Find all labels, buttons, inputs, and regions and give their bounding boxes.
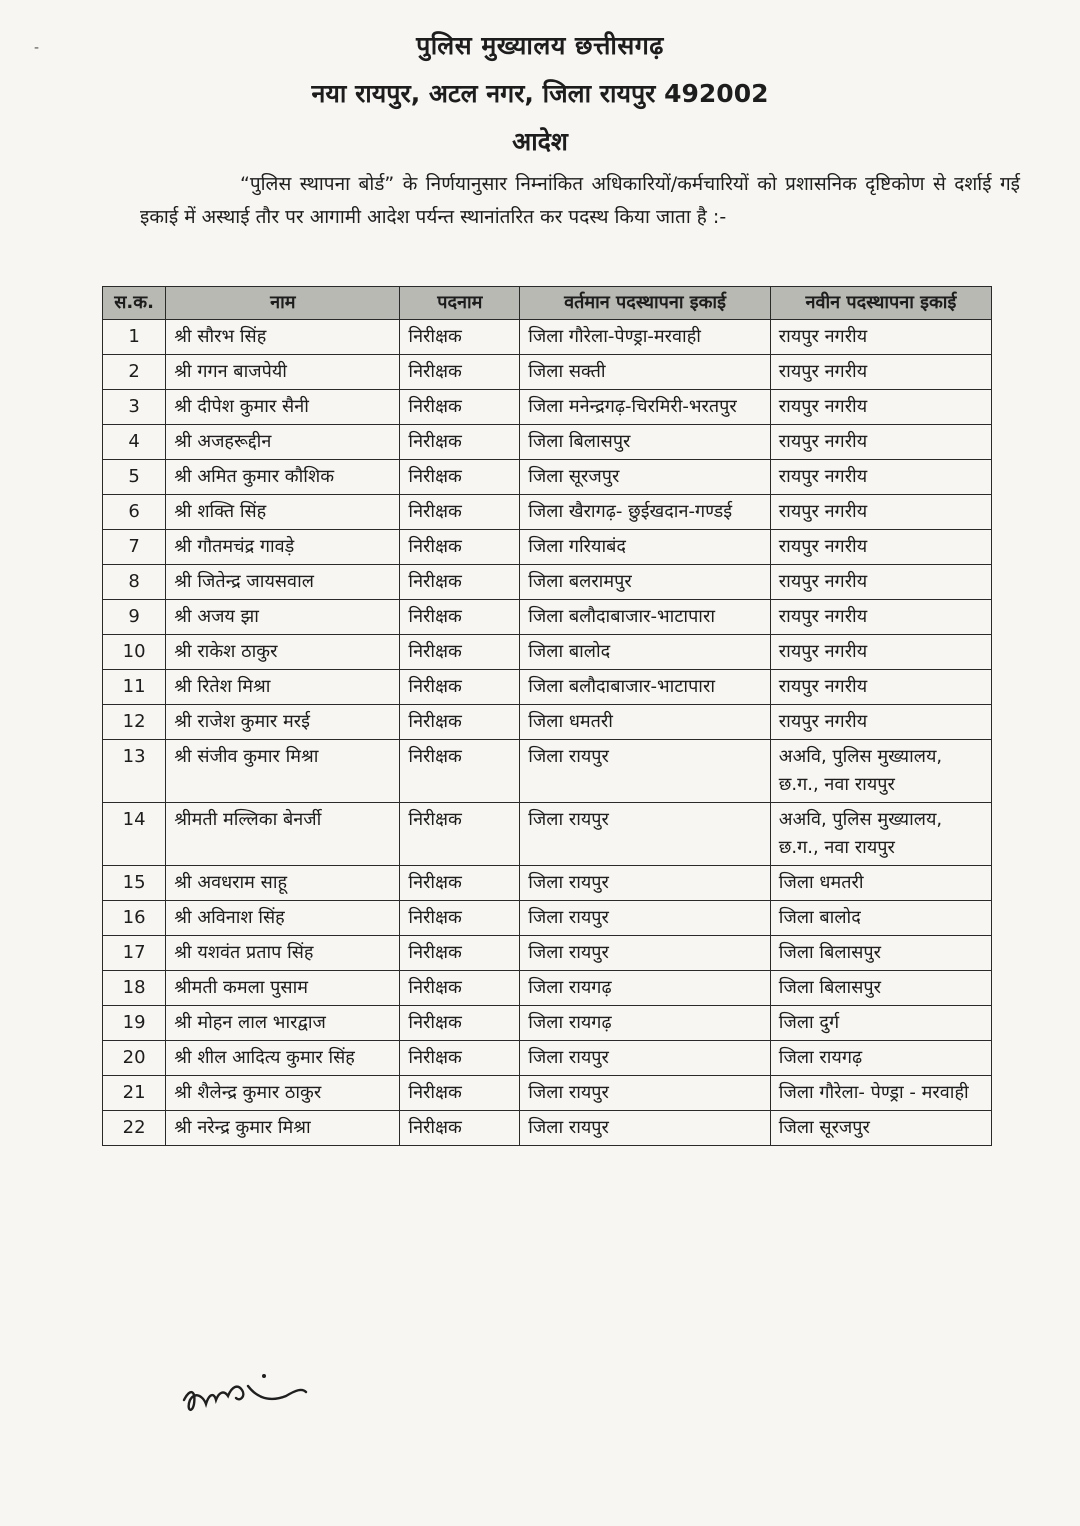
cell-serial: 10 <box>103 635 166 670</box>
cell-designation: निरीक्षक <box>400 355 520 390</box>
office-address: नया रायपुर, अटल नगर, जिला रायपुर 492002 <box>311 79 769 108</box>
table-row <box>103 495 992 530</box>
cell-new-unit: जिला सूरजपुर <box>770 1111 991 1146</box>
cell-designation: निरीक्षक <box>400 460 520 495</box>
cell-name: श्री अवधराम साहू <box>166 866 400 901</box>
cell-current-unit: जिला रायपुर <box>520 1111 771 1146</box>
cell-current-unit: जिला धमतरी <box>520 705 771 740</box>
table-row <box>103 320 992 355</box>
cell-new-unit: रायपुर नगरीय <box>770 635 991 670</box>
cell-designation: निरीक्षक <box>400 390 520 425</box>
cell-serial: 13 <box>103 740 166 803</box>
cell-new-unit: रायपुर नगरीय <box>770 425 991 460</box>
header-current-unit: वर्तमान पदस्थापना इकाई <box>520 287 771 320</box>
cell-serial: 17 <box>103 936 166 971</box>
cell-serial: 3 <box>103 390 166 425</box>
cell-serial: 5 <box>103 460 166 495</box>
cell-new-unit: रायपुर नगरीय <box>770 355 991 390</box>
cell-designation: निरीक्षक <box>400 1006 520 1041</box>
transfer-table <box>102 286 992 1146</box>
cell-serial: 8 <box>103 565 166 600</box>
cell-new-unit: रायपुर नगरीय <box>770 565 991 600</box>
cell-current-unit: जिला मनेन्द्रगढ़-चिरमिरी-भरतपुर <box>520 390 771 425</box>
header-serial: स.क. <box>103 287 166 320</box>
table-row <box>103 936 992 971</box>
cell-serial: 2 <box>103 355 166 390</box>
cell-name: श्री शैलेन्द्र कुमार ठाकुर <box>166 1076 400 1111</box>
table-row <box>103 565 992 600</box>
cell-new-unit: रायपुर नगरीय <box>770 495 991 530</box>
cell-current-unit: जिला रायपुर <box>520 936 771 971</box>
cell-new-unit: रायपुर नगरीय <box>770 460 991 495</box>
cell-name: श्री यशवंत प्रताप सिंह <box>166 936 400 971</box>
cell-designation: निरीक्षक <box>400 600 520 635</box>
cell-new-unit: जिला धमतरी <box>770 866 991 901</box>
cell-name: श्री गगन बाजपेयी <box>166 355 400 390</box>
cell-name: श्री नरेन्द्र कुमार मिश्रा <box>166 1111 400 1146</box>
table-row <box>103 1111 992 1146</box>
cell-new-unit: रायपुर नगरीय <box>770 390 991 425</box>
table-row <box>103 866 992 901</box>
cell-name: श्री मोहन लाल भारद्वाज <box>166 1006 400 1041</box>
table-body <box>103 320 992 1146</box>
table-row <box>103 705 992 740</box>
cell-name: श्री रितेश मिश्रा <box>166 670 400 705</box>
cell-new-unit: जिला गौरेला- पेण्ड्रा - मरवाही <box>770 1076 991 1111</box>
table-row <box>103 460 992 495</box>
table-row <box>103 1076 992 1111</box>
table-row <box>103 901 992 936</box>
cell-current-unit: जिला सक्ती <box>520 355 771 390</box>
cell-designation: निरीक्षक <box>400 1041 520 1076</box>
office-name: पुलिस मुख्यालय छत्तीसगढ़ <box>416 31 664 60</box>
header-new-unit: नवीन पदस्थापना इकाई <box>770 287 991 320</box>
cell-current-unit: जिला रायपुर <box>520 1076 771 1111</box>
cell-name: श्री अजय झा <box>166 600 400 635</box>
scan-mark: - <box>34 40 40 56</box>
header-designation: पदनाम <box>400 287 520 320</box>
cell-name: श्री शील आदित्य कुमार सिंह <box>166 1041 400 1076</box>
cell-new-unit: रायपुर नगरीय <box>770 670 991 705</box>
cell-designation: निरीक्षक <box>400 635 520 670</box>
cell-current-unit: जिला रायगढ़ <box>520 971 771 1006</box>
cell-designation: निरीक्षक <box>400 866 520 901</box>
cell-serial: 21 <box>103 1076 166 1111</box>
cell-designation: निरीक्षक <box>400 565 520 600</box>
cell-new-unit: जिला दुर्ग <box>770 1006 991 1041</box>
cell-new-unit: रायपुर नगरीय <box>770 705 991 740</box>
cell-designation: निरीक्षक <box>400 320 520 355</box>
cell-current-unit: जिला बलरामपुर <box>520 565 771 600</box>
cell-current-unit: जिला रायपुर <box>520 866 771 901</box>
cell-serial: 11 <box>103 670 166 705</box>
order-intro-paragraph: “पुलिस स्थापना बोर्ड” के निर्णयानुसार निम्नांकित अधिकारियों/कर्मचारियों को प्रशासनिक दृष्टिकोण से दर्शाई गई इकाई में अस्थाई तौर पर आगामी आदेश पर्यन्त स्थानांतरित कर पदस्थ किया जाता है :- <box>140 173 1020 228</box>
cell-serial: 9 <box>103 600 166 635</box>
cell-name: श्री जितेन्द्र जायसवाल <box>166 565 400 600</box>
transfer-table-container <box>102 286 992 1146</box>
table-row <box>103 390 992 425</box>
cell-designation: निरीक्षक <box>400 971 520 1006</box>
cell-name: श्रीमती मल्लिका बेनर्जी <box>166 803 400 866</box>
cell-serial: 18 <box>103 971 166 1006</box>
cell-current-unit: जिला गरियाबंद <box>520 530 771 565</box>
cell-current-unit: जिला रायपुर <box>520 740 771 803</box>
cell-serial: 1 <box>103 320 166 355</box>
table-row <box>103 971 992 1006</box>
cell-new-unit: जिला बालोद <box>770 901 991 936</box>
cell-name: श्रीमती कमला पुसाम <box>166 971 400 1006</box>
cell-name: श्री शक्ति सिंह <box>166 495 400 530</box>
table-row <box>103 600 992 635</box>
header-name: नाम <box>166 287 400 320</box>
cell-serial: 7 <box>103 530 166 565</box>
cell-name: श्री अजहरूद्दीन <box>166 425 400 460</box>
cell-serial: 14 <box>103 803 166 866</box>
cell-name: श्री सौरभ सिंह <box>166 320 400 355</box>
cell-new-unit: अअवि, पुलिस मुख्यालय, छ.ग., नवा रायपुर <box>770 740 991 803</box>
cell-name: श्री गौतमचंद्र गावड़े <box>166 530 400 565</box>
cell-designation: निरीक्षक <box>400 1111 520 1146</box>
table-header-row <box>103 287 992 320</box>
cell-name: श्री संजीव कुमार मिश्रा <box>166 740 400 803</box>
cell-serial: 15 <box>103 866 166 901</box>
cell-new-unit: रायपुर नगरीय <box>770 530 991 565</box>
cell-serial: 20 <box>103 1041 166 1076</box>
cell-designation: निरीक्षक <box>400 425 520 460</box>
cell-designation: निरीक्षक <box>400 740 520 803</box>
cell-designation: निरीक्षक <box>400 901 520 936</box>
cell-new-unit: जिला बिलासपुर <box>770 971 991 1006</box>
cell-name: श्री राकेश ठाकुर <box>166 635 400 670</box>
cell-current-unit: जिला रायपुर <box>520 1041 771 1076</box>
cell-new-unit: रायपुर नगरीय <box>770 600 991 635</box>
cell-current-unit: जिला रायगढ़ <box>520 1006 771 1041</box>
cell-serial: 16 <box>103 901 166 936</box>
cell-current-unit: जिला रायपुर <box>520 901 771 936</box>
table-row <box>103 803 992 866</box>
cell-current-unit: जिला बिलासपुर <box>520 425 771 460</box>
table-row <box>103 1041 992 1076</box>
cell-current-unit: जिला बलौदाबाजार-भाटापारा <box>520 670 771 705</box>
table-row <box>103 530 992 565</box>
cell-current-unit: जिला बलौदाबाजार-भाटापारा <box>520 600 771 635</box>
table-row <box>103 635 992 670</box>
cell-new-unit: रायपुर नगरीय <box>770 320 991 355</box>
cell-current-unit: जिला गौरेला-पेण्ड्रा-मरवाही <box>520 320 771 355</box>
cell-current-unit: जिला सूरजपुर <box>520 460 771 495</box>
cell-serial: 6 <box>103 495 166 530</box>
cell-name: श्री राजेश कुमार मरई <box>166 705 400 740</box>
order-title: आदेश <box>512 127 568 156</box>
cell-serial: 22 <box>103 1111 166 1146</box>
cell-serial: 12 <box>103 705 166 740</box>
cell-designation: निरीक्षक <box>400 495 520 530</box>
table-row <box>103 425 992 460</box>
table-row <box>103 670 992 705</box>
cell-new-unit: जिला बिलासपुर <box>770 936 991 971</box>
cell-new-unit: जिला रायगढ़ <box>770 1041 991 1076</box>
cell-serial: 19 <box>103 1006 166 1041</box>
cell-current-unit: जिला रायपुर <box>520 803 771 866</box>
cell-name: श्री दीपेश कुमार सैनी <box>166 390 400 425</box>
cell-designation: निरीक्षक <box>400 803 520 866</box>
table-row <box>103 355 992 390</box>
cell-new-unit: अअवि, पुलिस मुख्यालय, छ.ग., नवा रायपुर <box>770 803 991 866</box>
cell-current-unit: जिला खैरागढ़- छुईखदान-गण्डई <box>520 495 771 530</box>
cell-designation: निरीक्षक <box>400 1076 520 1111</box>
cell-name: श्री अविनाश सिंह <box>166 901 400 936</box>
cell-current-unit: जिला बालोद <box>520 635 771 670</box>
cell-designation: निरीक्षक <box>400 530 520 565</box>
cell-designation: निरीक्षक <box>400 936 520 971</box>
table-row <box>103 740 992 803</box>
cell-name: श्री अमित कुमार कौशिक <box>166 460 400 495</box>
cell-designation: निरीक्षक <box>400 670 520 705</box>
signature-icon <box>176 1360 326 1430</box>
cell-serial: 4 <box>103 425 166 460</box>
cell-designation: निरीक्षक <box>400 705 520 740</box>
table-row <box>103 1006 992 1041</box>
